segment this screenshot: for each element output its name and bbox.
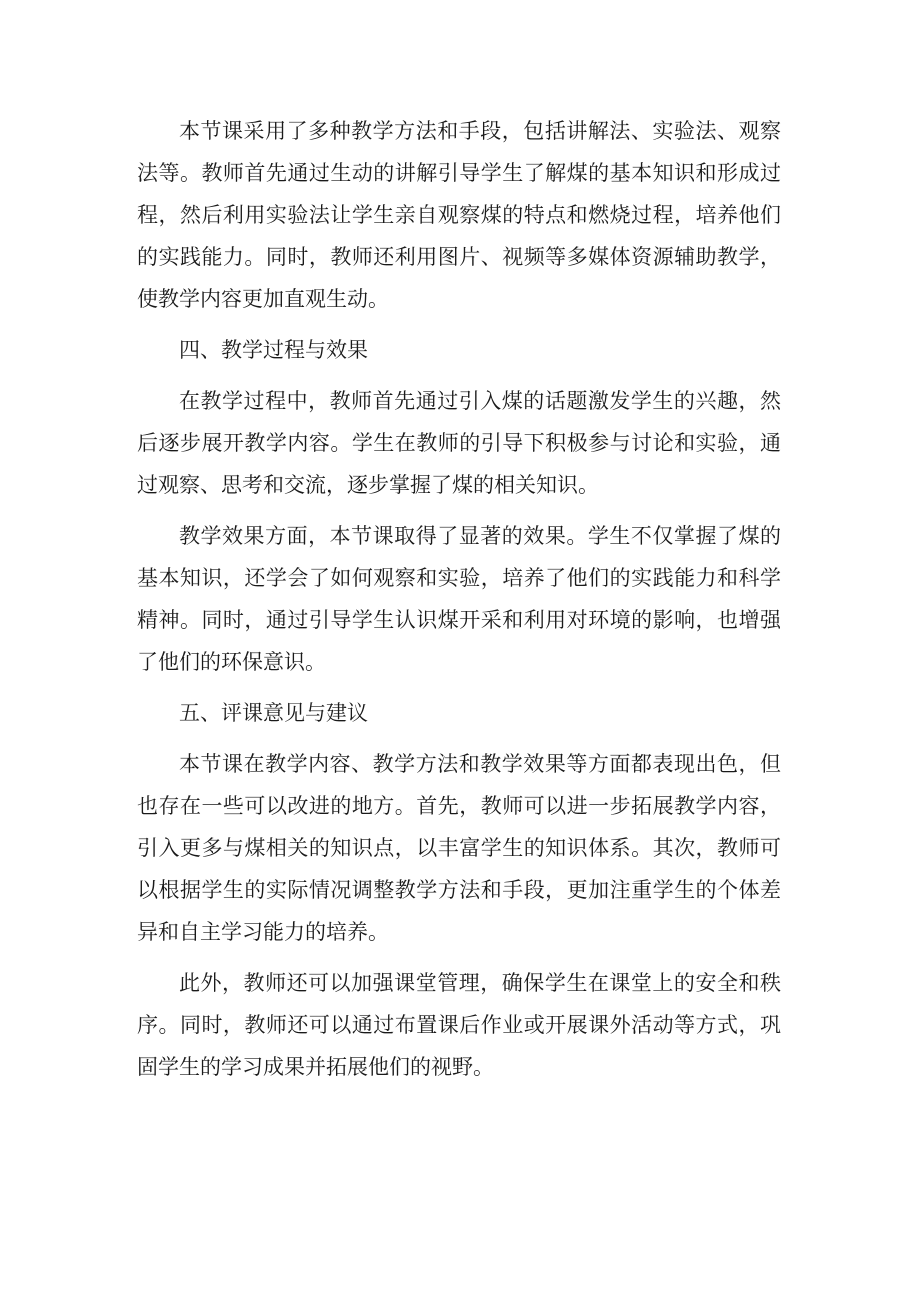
- methods-paragraph: 本节课采用了多种教学方法和手段，包括讲解法、实验法、观察法等。教师首先通过生动的讲解引导学生了解煤的基本知识和形成过程，然后利用实验法让学生亲自观察煤的特点和燃烧过程，培养他们的实践能力。同时，教师还利用图片、视频等多媒体资源辅助教学，使教学内容更加直观生动。: [137, 119, 781, 311]
- additional-paragraph: 此外，教师还可以加强课堂管理，确保学生在课堂上的安全和秩序。同时，教师还可以通过布置课后作业或开展课外活动等方式，巩固学生的学习成果并拓展他们的视野。: [137, 971, 781, 1079]
- section-four-heading: 四、教学过程与效果: [179, 338, 368, 362]
- document-body: [137, 110, 781, 1097]
- process-paragraph: 在教学过程中，教师首先通过引入煤的话题激发学生的兴趣，然后逐步展开教学内容。学生在教师的引导下积极参与讨论和实验，通过观察、思考和交流，逐步掌握了煤的相关知识。: [137, 389, 781, 497]
- section-five-heading: 五、评课意见与建议: [179, 701, 368, 725]
- suggestions-paragraph: 本节课在教学内容、教学方法和教学效果等方面都表现出色，但也存在一些可以改进的地方。首先，教师可以进一步拓展教学内容，引入更多与煤相关的知识点，以丰富学生的知识体系。其次，教师可以根据学生的实际情况调整教学方法和手段，更加注重学生的个体差异和自主学习能力的培养。: [137, 752, 781, 944]
- effect-paragraph: 教学效果方面，本节课取得了显著的效果。学生不仅掌握了煤的基本知识，还学会了如何观察和实验，培养了他们的实践能力和科学精神。同时，通过引导学生认识煤开采和利用对环境的影响，也增强了他们的环保意识。: [137, 524, 781, 674]
